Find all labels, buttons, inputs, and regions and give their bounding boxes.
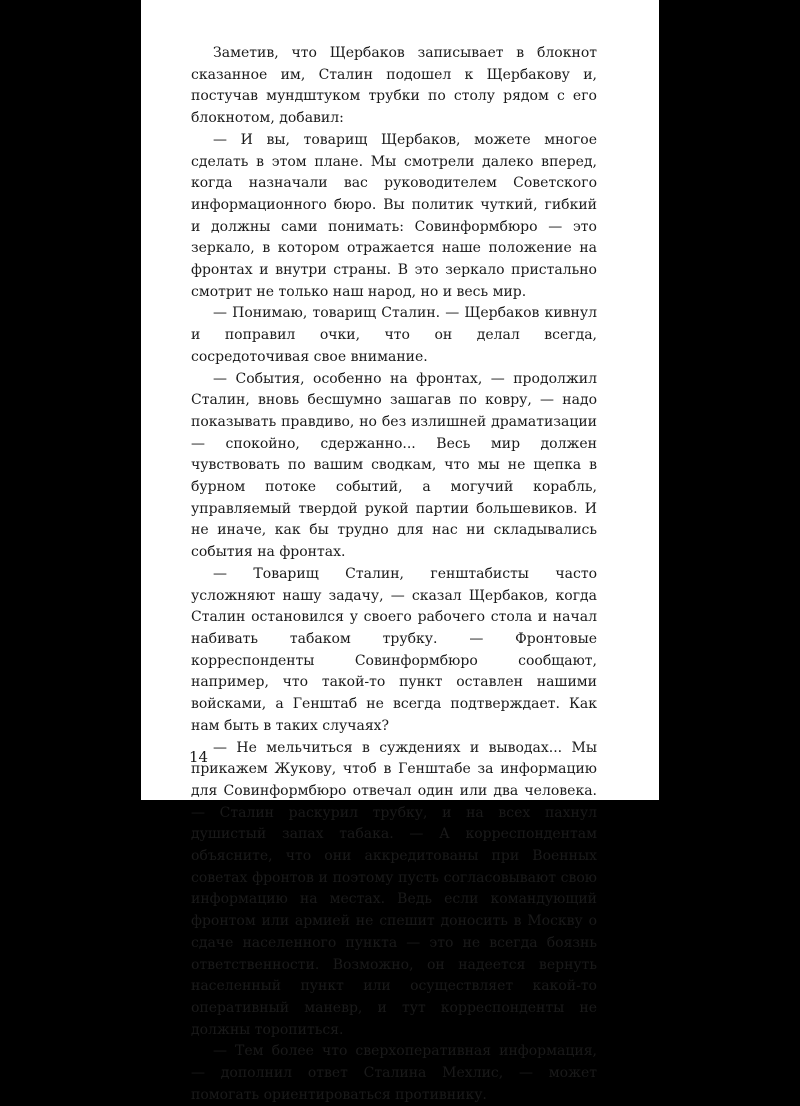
paragraph: — Не мельчиться в суждениях и выводах... Мы прикажем Жукову, чтоб в Генштабе за информацию для Совинформбюро отвечал один или два человека. — Сталин раскурил трубку, и на всех пахнул душистый запах табака. — А корреспондентам объясните, что они аккредитованы при Военных советах фронтов и поэтому пусть согласовывают свою информацию на местах. Ведь если командующий фронтом или армией не спешит доносить в Москву о сдаче населенного пункта — это не всегда боязнь ответственности. Возможно, он надеется вернуть населенный пункт или осуществляет какой-то оперативный маневр, и тут корреспонденты не должны торопиться. bbox=[191, 739, 597, 1038]
paragraph: Заметив, что Щербаков записывает в блокнот сказанное им, Сталин подошел к Щербакову и, постучав мундштуком трубки по столу рядом с его блокнотом, добавил: bbox=[191, 45, 597, 127]
book-page bbox=[141, 0, 659, 1103]
paragraph: — Товарищ Сталин, генштабисты часто усложняют нашу задачу, — сказал Щербаков, когда Сталин остановился у своего рабочего стола и начал набивать табаком трубку. — Фронтовые корреспонденты Совинформбюро сообщают, например, что такой-то пункт оставлен нашими войсками, а Генштаб не всегда подтверждает. Как нам быть в таких случаях? bbox=[191, 565, 597, 734]
paragraph: — События, особенно на фронтах, — продолжил Сталин, вновь бесшумно зашагав по ковру, — надо показывать правдиво, но без излишней драматизации — спокойно, сдержанно... Весь мир должен чувствовать по вашим сводкам, что мы не щепка в бурном потоке событий, а могучий корабль, управляемый твердой рукой партии большевиков. И не иначе, как бы трудно для нас ни складывались события на фронтах. bbox=[191, 370, 597, 561]
paragraph: — Тем более что сверхоперативная информация, — дополнил ответ Сталина Мехлис, — может помогать ориентироваться противнику. bbox=[191, 1043, 597, 1103]
page-number: 14 bbox=[189, 748, 209, 766]
page-body bbox=[191, 43, 597, 1106]
paragraph: — Понимаю, товарищ Сталин. — Щербаков кивнул и поправил очки, что он делал всегда, сосредоточивая свое внимание. bbox=[191, 305, 597, 365]
paragraph: — И вы, товарищ Щербаков, можете многое сделать в этом плане. Мы смотрели далеко вперед, когда назначали вас руководителем Советского информационного бюро. Вы политик чуткий, гибкий и должны сами понимать: Совинформбюро — это зеркало, в котором отражается наше положение на фронтах и внутри страны. В это зеркало пристально смотрит не только наш народ, но и весь мир. bbox=[191, 131, 597, 300]
